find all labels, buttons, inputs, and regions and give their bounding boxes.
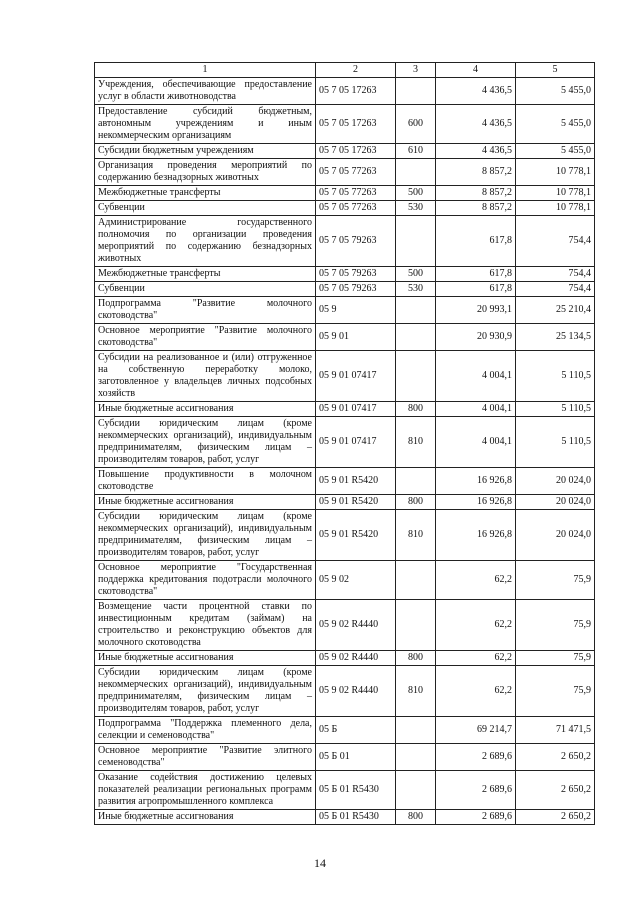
row-amount-year-2: 2 650,2 (516, 810, 595, 825)
row-expense-type (396, 159, 436, 186)
row-expense-type: 500 (396, 186, 436, 201)
row-amount-year-2: 5 455,0 (516, 105, 595, 144)
row-code: 05 Б 01 R5430 (316, 771, 396, 810)
row-amount-year-2: 754,4 (516, 216, 595, 267)
row-amount-year-1: 62,2 (436, 666, 516, 717)
table-row (95, 495, 595, 510)
row-code: 05 9 02 R4440 (316, 666, 396, 717)
row-amount-year-1: 62,2 (436, 561, 516, 600)
table-row (95, 402, 595, 417)
row-amount-year-1: 4 004,1 (436, 402, 516, 417)
row-amount-year-2: 10 778,1 (516, 159, 595, 186)
row-amount-year-1: 62,2 (436, 651, 516, 666)
row-amount-year-1: 8 857,2 (436, 159, 516, 186)
row-name: Субсидии на реализованное и (или) отгруженное на собственную переработку молоко, заготовленное у владельцев личных подсобных хозяйств (95, 351, 316, 402)
row-amount-year-1: 20 930,9 (436, 324, 516, 351)
table-row (95, 510, 595, 561)
row-name: Предоставление субсидий бюджетным, автономным учреждениям и иным некоммерческим организациям (95, 105, 316, 144)
row-amount-year-2: 5 110,5 (516, 417, 595, 468)
row-amount-year-1: 8 857,2 (436, 186, 516, 201)
row-name: Субсидии бюджетным учреждениям (95, 144, 316, 159)
row-expense-type: 800 (396, 495, 436, 510)
row-amount-year-1: 62,2 (436, 600, 516, 651)
row-amount-year-1: 617,8 (436, 267, 516, 282)
row-expense-type (396, 351, 436, 402)
row-expense-type: 610 (396, 144, 436, 159)
row-name: Основное мероприятие "Государственная поддержка кредитования подотрасли молочного скотоводства" (95, 561, 316, 600)
row-code: 05 9 02 R4440 (316, 651, 396, 666)
row-name: Субвенции (95, 201, 316, 216)
row-expense-type (396, 216, 436, 267)
row-name: Оказание содействия достижению целевых показателей реализации региональных программ развития агропромышленного комплекса (95, 771, 316, 810)
row-expense-type (396, 78, 436, 105)
row-amount-year-2: 5 110,5 (516, 351, 595, 402)
table-row (95, 600, 595, 651)
table-row (95, 561, 595, 600)
header-col-4: 4 (436, 63, 516, 78)
table-row (95, 810, 595, 825)
table-body (95, 78, 595, 825)
row-amount-year-1: 617,8 (436, 216, 516, 267)
row-amount-year-1: 4 004,1 (436, 417, 516, 468)
row-name: Основное мероприятие "Развитие элитного семеноводства" (95, 744, 316, 771)
row-amount-year-1: 4 436,5 (436, 105, 516, 144)
row-amount-year-2: 5 110,5 (516, 402, 595, 417)
row-amount-year-1: 16 926,8 (436, 495, 516, 510)
table-row (95, 297, 595, 324)
table-row (95, 105, 595, 144)
table-row (95, 651, 595, 666)
table-header-row (95, 63, 595, 78)
row-amount-year-2: 20 024,0 (516, 495, 595, 510)
table-row (95, 282, 595, 297)
row-amount-year-1: 8 857,2 (436, 201, 516, 216)
row-name: Субсидии юридическим лицам (кроме некоммерческих организаций), индивидуальным предпринимателям, физическим лицам – производителям товаров, работ, услуг (95, 666, 316, 717)
row-code: 05 9 02 (316, 561, 396, 600)
row-code: 05 9 01 07417 (316, 351, 396, 402)
row-name: Межбюджетные трансферты (95, 186, 316, 201)
row-code: 05 9 01 07417 (316, 417, 396, 468)
table-row (95, 744, 595, 771)
row-amount-year-1: 2 689,6 (436, 744, 516, 771)
table-row (95, 717, 595, 744)
row-expense-type: 800 (396, 402, 436, 417)
row-amount-year-1: 20 993,1 (436, 297, 516, 324)
row-name: Подпрограмма "Развитие молочного скотоводства" (95, 297, 316, 324)
table-row (95, 666, 595, 717)
row-amount-year-2: 754,4 (516, 282, 595, 297)
row-code: 05 7 05 17263 (316, 105, 396, 144)
row-amount-year-2: 10 778,1 (516, 201, 595, 216)
row-amount-year-1: 2 689,6 (436, 810, 516, 825)
row-expense-type (396, 744, 436, 771)
row-name: Субсидии юридическим лицам (кроме некоммерческих организаций), индивидуальным предпринимателям, физическим лицам – производителям товаров, работ, услуг (95, 510, 316, 561)
row-expense-type: 800 (396, 810, 436, 825)
row-expense-type (396, 561, 436, 600)
row-name: Субвенции (95, 282, 316, 297)
row-amount-year-2: 5 455,0 (516, 144, 595, 159)
row-amount-year-2: 75,9 (516, 561, 595, 600)
row-amount-year-2: 75,9 (516, 600, 595, 651)
row-amount-year-2: 75,9 (516, 666, 595, 717)
row-code: 05 Б 01 (316, 744, 396, 771)
row-code: 05 7 05 17263 (316, 144, 396, 159)
row-expense-type (396, 600, 436, 651)
row-expense-type: 810 (396, 417, 436, 468)
header-col-5: 5 (516, 63, 595, 78)
row-code: 05 Б 01 R5430 (316, 810, 396, 825)
table-row (95, 201, 595, 216)
row-amount-year-1: 4 004,1 (436, 351, 516, 402)
row-code: 05 7 05 79263 (316, 267, 396, 282)
row-code: 05 9 (316, 297, 396, 324)
row-name: Иные бюджетные ассигнования (95, 810, 316, 825)
row-expense-type (396, 771, 436, 810)
header-col-3: 3 (396, 63, 436, 78)
row-code: 05 7 05 79263 (316, 282, 396, 297)
row-amount-year-2: 2 650,2 (516, 771, 595, 810)
row-amount-year-2: 25 134,5 (516, 324, 595, 351)
row-code: 05 Б (316, 717, 396, 744)
table-row (95, 417, 595, 468)
row-code: 05 7 05 77263 (316, 159, 396, 186)
row-amount-year-1: 69 214,7 (436, 717, 516, 744)
table-row (95, 186, 595, 201)
page-number: 14 (314, 856, 326, 870)
row-expense-type (396, 717, 436, 744)
row-expense-type: 530 (396, 282, 436, 297)
row-name: Межбюджетные трансферты (95, 267, 316, 282)
row-expense-type: 810 (396, 666, 436, 717)
table-row (95, 267, 595, 282)
header-col-2: 2 (316, 63, 396, 78)
row-name: Основное мероприятие "Развитие молочного скотоводства" (95, 324, 316, 351)
row-code: 05 7 05 17263 (316, 78, 396, 105)
row-name: Возмещение части процентной ставки по инвестиционным кредитам (займам) на строительство и реконструкцию объектов для молочного скотоводства (95, 600, 316, 651)
row-name: Подпрограмма "Поддержка племенного дела, селекции и семеноводства" (95, 717, 316, 744)
table-row (95, 78, 595, 105)
row-code: 05 9 01 R5420 (316, 468, 396, 495)
row-amount-year-1: 617,8 (436, 282, 516, 297)
row-expense-type: 500 (396, 267, 436, 282)
row-amount-year-2: 10 778,1 (516, 186, 595, 201)
row-code: 05 9 01 07417 (316, 402, 396, 417)
table-row (95, 351, 595, 402)
row-name: Учреждения, обеспечивающие предоставление услуг в области животноводства (95, 78, 316, 105)
row-expense-type (396, 324, 436, 351)
row-expense-type (396, 468, 436, 495)
row-name: Иные бюджетные ассигнования (95, 402, 316, 417)
row-amount-year-2: 25 210,4 (516, 297, 595, 324)
row-code: 05 7 05 77263 (316, 201, 396, 216)
row-name: Организация проведения мероприятий по содержанию безнадзорных животных (95, 159, 316, 186)
row-expense-type: 810 (396, 510, 436, 561)
row-amount-year-2: 754,4 (516, 267, 595, 282)
budget-table (94, 62, 595, 825)
row-amount-year-2: 2 650,2 (516, 744, 595, 771)
row-code: 05 9 01 R5420 (316, 510, 396, 561)
table-row (95, 216, 595, 267)
row-code: 05 7 05 79263 (316, 216, 396, 267)
table-row (95, 159, 595, 186)
table-row (95, 771, 595, 810)
row-name: Субсидии юридическим лицам (кроме некоммерческих организаций), индивидуальным предпринимателям, физическим лицам – производителям товаров, работ, услуг (95, 417, 316, 468)
row-name: Иные бюджетные ассигнования (95, 495, 316, 510)
row-amount-year-1: 16 926,8 (436, 468, 516, 495)
row-expense-type: 800 (396, 651, 436, 666)
row-amount-year-2: 75,9 (516, 651, 595, 666)
table-row (95, 324, 595, 351)
row-name: Иные бюджетные ассигнования (95, 651, 316, 666)
row-code: 05 9 01 (316, 324, 396, 351)
row-amount-year-1: 4 436,5 (436, 144, 516, 159)
row-code: 05 9 02 R4440 (316, 600, 396, 651)
row-expense-type: 600 (396, 105, 436, 144)
header-col-1: 1 (95, 63, 316, 78)
row-amount-year-2: 20 024,0 (516, 510, 595, 561)
row-expense-type (396, 297, 436, 324)
row-amount-year-2: 71 471,5 (516, 717, 595, 744)
row-amount-year-2: 5 455,0 (516, 78, 595, 105)
row-code: 05 9 01 R5420 (316, 495, 396, 510)
row-name: Администрирование государственного полномочия по организации проведения мероприятий по содержанию безнадзорных животных (95, 216, 316, 267)
row-amount-year-1: 2 689,6 (436, 771, 516, 810)
row-amount-year-1: 4 436,5 (436, 78, 516, 105)
row-amount-year-2: 20 024,0 (516, 468, 595, 495)
row-name: Повышение продуктивности в молочном скотоводстве (95, 468, 316, 495)
row-code: 05 7 05 77263 (316, 186, 396, 201)
table-row (95, 468, 595, 495)
row-amount-year-1: 16 926,8 (436, 510, 516, 561)
table-row (95, 144, 595, 159)
row-expense-type: 530 (396, 201, 436, 216)
